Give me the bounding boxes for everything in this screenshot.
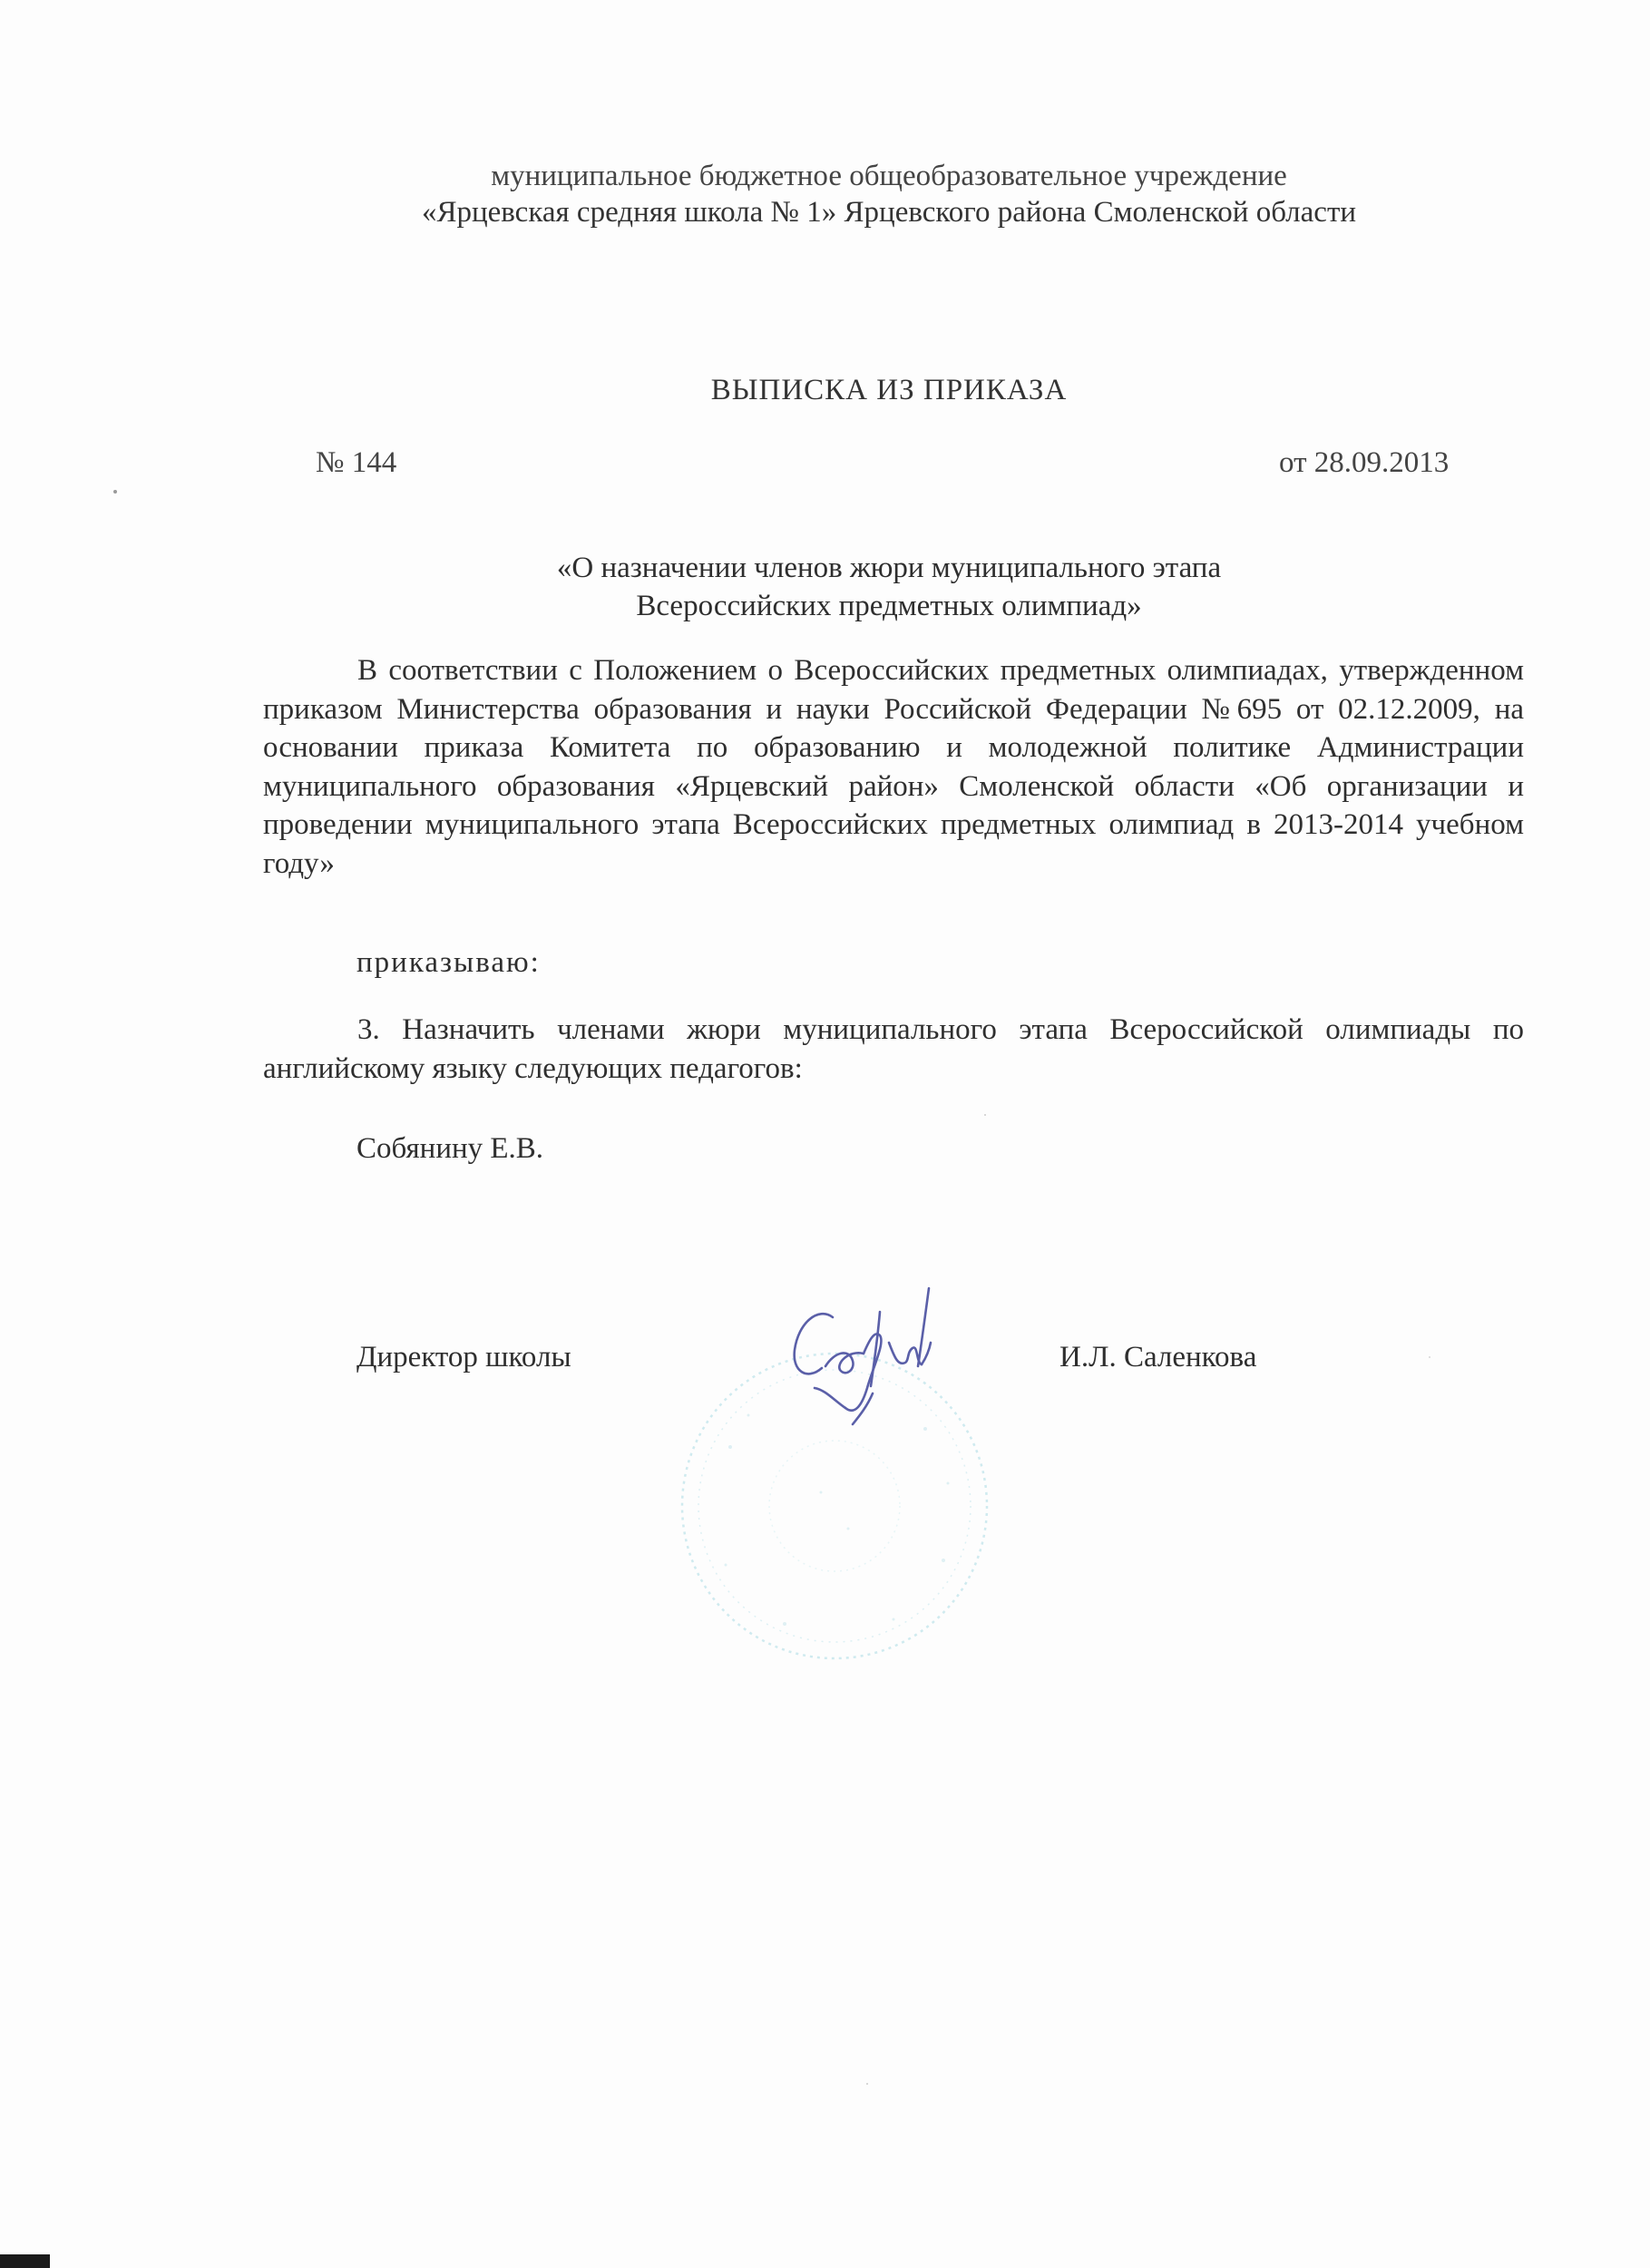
signatory-role: Директор школы	[356, 1341, 571, 1374]
document-title: ВЫПИСКА ИЗ ПРИКАЗА	[710, 374, 1068, 406]
org-name-line-1: муниципальное бюджетное общеобразовательное учреждение	[491, 160, 1287, 192]
order-subject-line-2: Всероссийских предметных олимпиад»	[636, 590, 1142, 622]
appointed-person: Собянину Е.В.	[356, 1132, 544, 1165]
order-number: № 144	[316, 446, 397, 479]
order-date: от 28.09.2013	[1279, 446, 1450, 479]
scan-speck	[866, 2083, 868, 2085]
order-item-paragraph: 3. Назначить членами жюри муниципального этапа Всероссийской олимпиады по английскому языку следующих педагогов:	[263, 1013, 1524, 1085]
handwritten-signature-icon	[762, 1279, 980, 1442]
scan-speck	[984, 1114, 986, 1116]
signatory-name: И.Л. Саленкова	[1059, 1341, 1257, 1374]
order-subject-line-1: «О назначении членов жюри муниципального этапа	[556, 552, 1222, 584]
scan-speck	[113, 490, 117, 494]
org-name-line-2: «Ярцевская средняя школа № 1» Ярцевского района Смоленской области	[421, 196, 1357, 229]
order-basis-paragraph: В соответствии с Положением о Всероссийских предметных олимпиадах, утвержденном приказом Министерства образования и науки Российской Федерации №695 от 02.12.2009, на основании приказа Комитета по образованию и молодежной политике Администрации муниципального образования «Ярцевский район» Смоленской области «Об организации и проведении муниципального этапа Всероссийских предметных олимпиад в 2013-2014 учебном году»	[263, 654, 1524, 880]
scan-edge-mark	[0, 2254, 50, 2268]
scan-speck	[1429, 1356, 1430, 1358]
order-word: приказываю:	[356, 946, 541, 979]
